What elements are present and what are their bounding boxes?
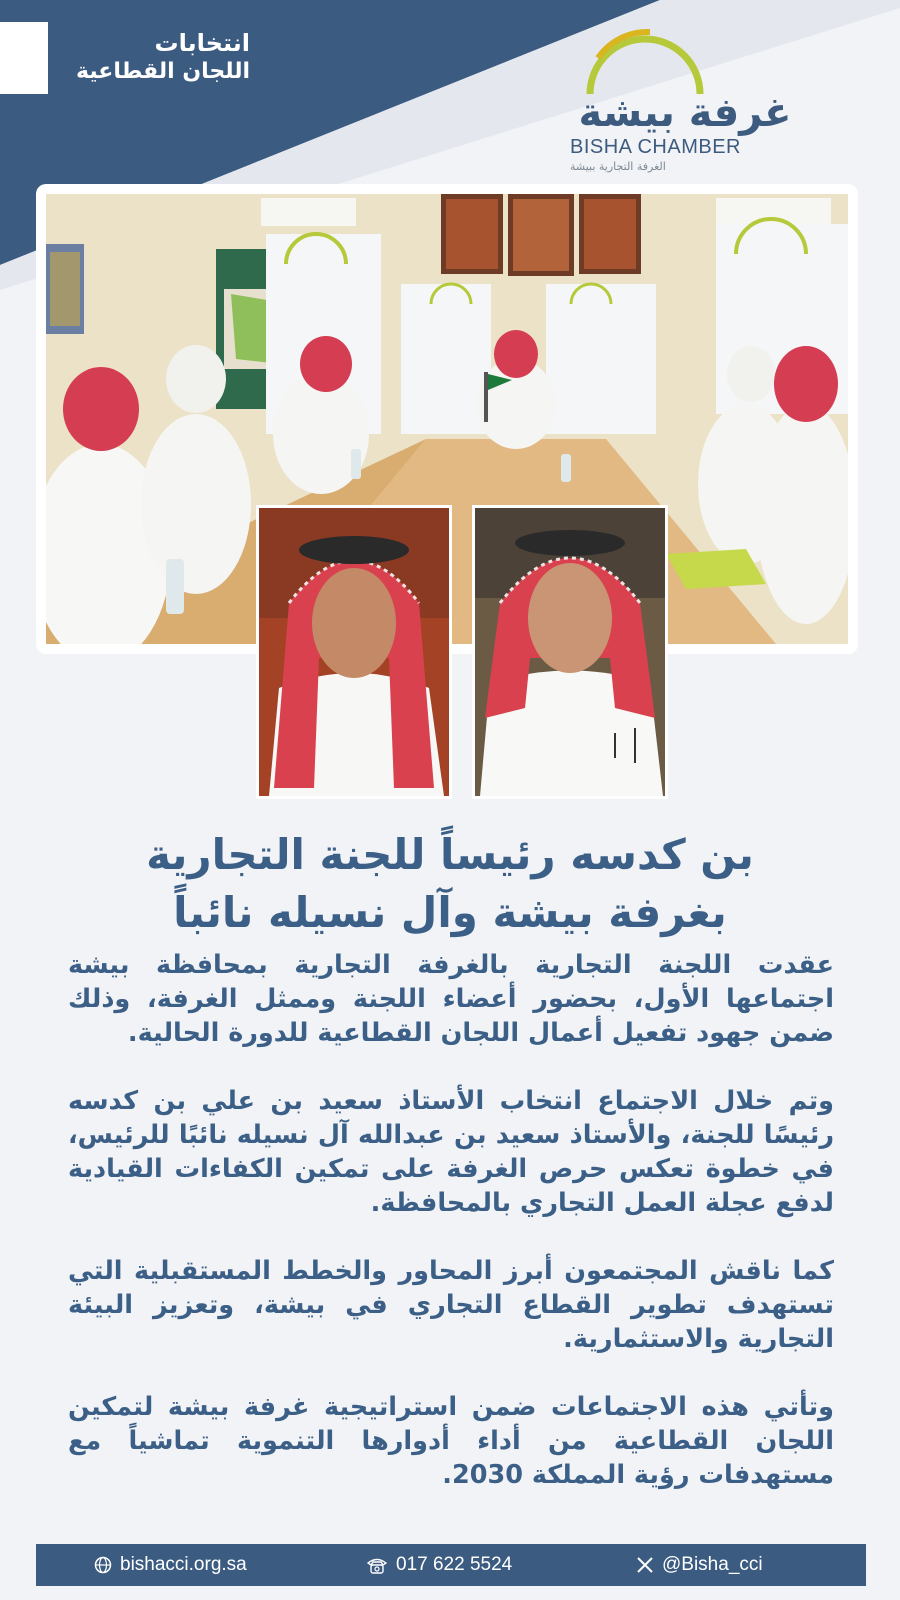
elections-title <box>70 28 250 86</box>
x-logo-icon <box>636 1556 654 1574</box>
phone-link[interactable] <box>366 1544 512 1586</box>
headline-line2: بغرفة بيشة وآل نسيله نائباً <box>173 888 727 937</box>
twitter-text: @Bisha_cci <box>662 1554 763 1575</box>
bisha-chamber-logo <box>570 28 800 178</box>
paragraph-3: كما ناقش المجتمعون أبرز المحاور والخطط المستقبلية التي تستهدف تطوير القطاع التجاري في بيشة، وتعزيز البيئة التجارية والاستثمارية. <box>68 1256 834 1354</box>
twitter-link[interactable] <box>636 1544 763 1586</box>
logo-subtitle: الغرفة التجارية ببيشة <box>570 160 666 173</box>
paragraph-2: وتم خلال الاجتماع انتخاب الأستاذ سعيد بن علي بن كدسه رئيسًا للجنة، والأستاذ سعيد بن عبدالله آل نسيله نائبًا للرئيس، في خطوة تعكس حرص الغرفة على تمكين الكفاءات القيادية لدفع عجلة العمل التجاري بالمحافظة. <box>68 1086 834 1218</box>
portrait-vice-chairman <box>472 505 668 799</box>
logo-arabic: غرفة بيشة <box>578 90 792 136</box>
headline-line1: بن كدسه رئيساً للجنة التجارية <box>146 830 754 879</box>
phone-icon <box>366 1556 388 1574</box>
portrait-chairman <box>256 505 452 799</box>
phone-text: 017 622 5524 <box>396 1554 513 1575</box>
paragraph-1: عقدت اللجنة التجارية بالغرفة التجارية بمحافظة بيشة اجتماعها الأول، بحضور أعضاء اللجنة وممثل الغرفة، وذلك ضمن جهود تفعيل أعمال اللجان القطاعية للدورة الحالية. <box>68 950 834 1048</box>
globe-icon <box>94 1556 112 1574</box>
footer-bar <box>36 1544 866 1586</box>
elections-line2: اللجان القطاعية <box>75 59 250 84</box>
paragraph-4: وتأتي هذه الاجتماعات ضمن استراتيجية غرفة بيشة لتمكين اللجان القطاعية من أداء أدوارها التنموية تماشياً مع مستهدفات رؤية المملكة 2030. <box>68 1392 834 1490</box>
elections-line1: انتخابات <box>154 29 250 57</box>
website-link[interactable] <box>94 1544 247 1586</box>
website-text: bishacci.org.sa <box>120 1554 247 1575</box>
corner-block <box>0 22 48 94</box>
logo-english: BISHA CHAMBER <box>570 136 741 158</box>
headline <box>70 826 830 942</box>
article-body <box>68 948 834 1526</box>
